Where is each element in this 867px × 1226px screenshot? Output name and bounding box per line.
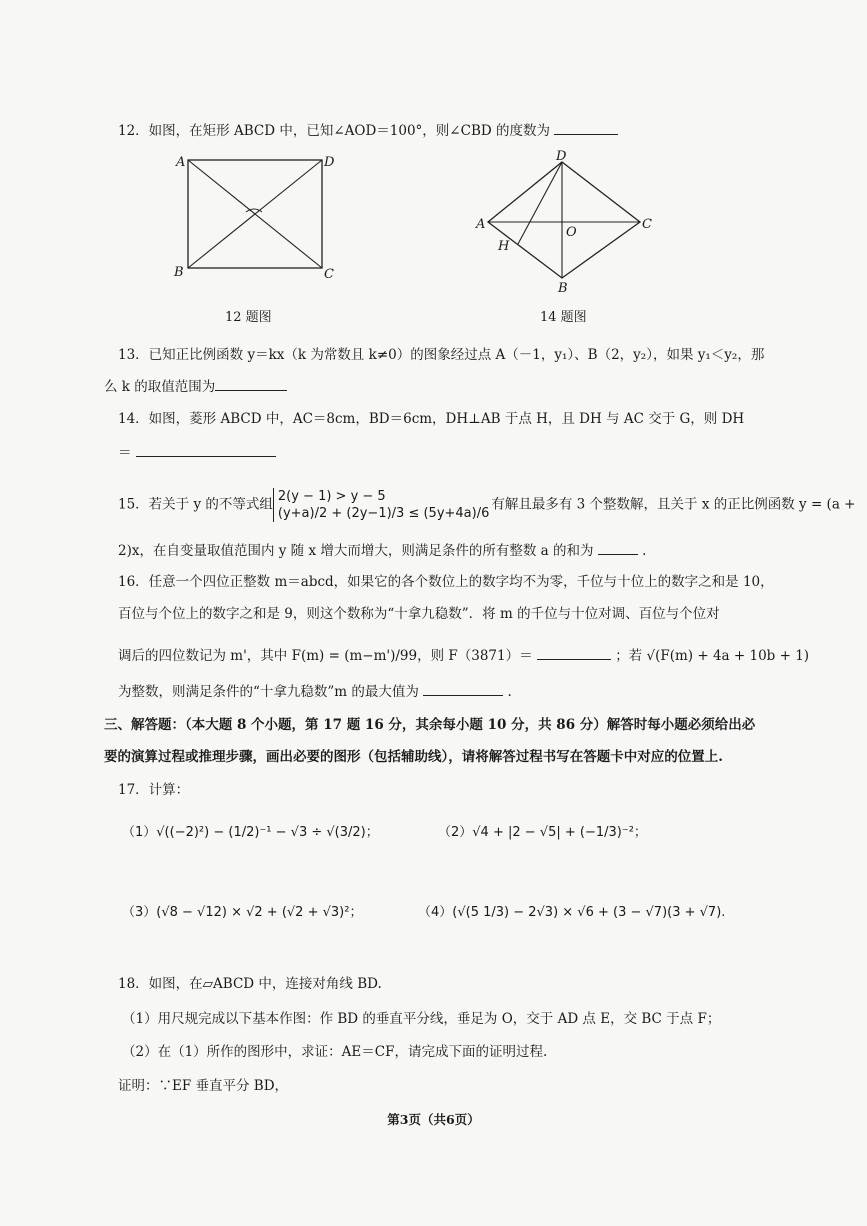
q14-line1: 14．如图，菱形 ABCD 中，AC＝8cm，BD＝6cm，DH⊥AB 于点 H，且 DH 与 AC 交于 G，则 DH [118,411,745,427]
section3-line2: 要的演算过程或推理步骤，画出必要的图形（包括辅助线），请将解答过程书写在答题卡中对应的位置上. [104,749,723,765]
fig14-label-c: C [642,217,652,232]
fig14-label-a: A [476,217,486,232]
q16-line1: 16．任意一个四位正整数 m＝abcd，如果它的各个数位上的数字均不为零，千位与十位上的数字之和是 10， [118,574,774,590]
fig14-label-d: D [556,150,567,164]
q13-line1: 13．已知正比例函数 y＝kx（k 为常数且 k≠0）的图象经过点 A（－1，y₁）、B（2，y₂），如果 y₁＜y₂，那 [118,347,765,363]
fig12-label-c: C [324,267,334,280]
fig12-label-b: B [174,265,184,280]
fig14-caption: 14 题图 [540,310,587,325]
fig14-label-b: B [558,281,568,295]
figure-14-rhombus [470,150,660,295]
q17-part3: （3）(√8 − √12) × √2 + (√2 + √3)²； [122,905,363,920]
fig12-caption: 12 题图 [225,310,272,325]
q16-line2: 百位与个位上的数字之和是 9，则这个数称为“十拿九稳数”．将 m 的千位与十位对调、百位与个位对 [118,606,720,622]
q17-part2: （2）√4 + |2 − √5| + (−1/3)⁻²； [438,825,647,840]
q15-ineq2: (y+a)/2 + (2y−1)/3 ≤ (5y+4a)/6 [277,506,490,521]
q16-line3: 调后的四位数记为 m'，其中 F(m) = (m−m')/99，则 F（3871）＝ ；若 √(F(m) + 4a + 10b + 1) [118,645,809,665]
fig12-label-a: A [176,155,186,170]
q17-part4: （4）(√(5 1/3) − 2√3) × √6 + (3 − √7)(3 + √7). [418,905,726,920]
figure-12-rectangle [170,150,350,280]
fig14-label-h: H [498,239,510,254]
q17-title: 17．计算： [118,782,190,798]
q12-text: 12．如图，在矩形 ABCD 中，已知∠AOD＝100°，则∠CBD 的度数为 [118,120,618,140]
q15-ineq1: 2(y − 1) > y − 5 [277,489,386,504]
q18-line4: 证明：∵EF 垂直平分 BD， [118,1078,289,1094]
q14-line2: ＝ [118,442,276,462]
fig14-label-o: O [566,225,577,240]
page-footer: 第3页（共6页） [387,1112,480,1127]
q17-part1: （1）√((−2)²) − (1/2)⁻¹ − √3 ÷ √(3/2)； [122,825,379,840]
q18-line3: （2）在（1）所作的图形中，求证：AE＝CF，请完成下面的证明过程. [122,1044,548,1060]
q16-line4: 为整数，则满足条件的“十拿九稳数”m 的最大值为 . [118,681,512,701]
q15-line1: 15．若关于 y 的不等式组 2(y − 1) > y − 5 (y+a)/2 + (2y−1)/3 ≤ (5y+4a)/6有解且最多有 3 个整数解，且关于 x 的正比例函数 y = (a + [118,489,856,521]
q18-line1: 18．如图，在▱ABCD 中，连接对角线 BD. [118,976,382,992]
fig12-label-d: D [324,155,335,170]
q13-line2: 么 k 的取值范围为 [104,376,287,396]
q18-line2: （1）用尺规完成以下基本作图：作 BD 的垂直平分线，垂足为 O，交于 AD 点 E，交 BC 于点 F； [122,1011,721,1027]
section3-line1: 三、解答题：（本大题 8 个小题，第 17 题 16 分，其余每小题 10 分，共 86 分）解答时每小题必须给出必 [104,717,756,733]
q15-line2: 2)x，在自变量取值范围内 y 随 x 增大而增大，则满足条件的所有整数 a 的和为 . [118,540,646,560]
